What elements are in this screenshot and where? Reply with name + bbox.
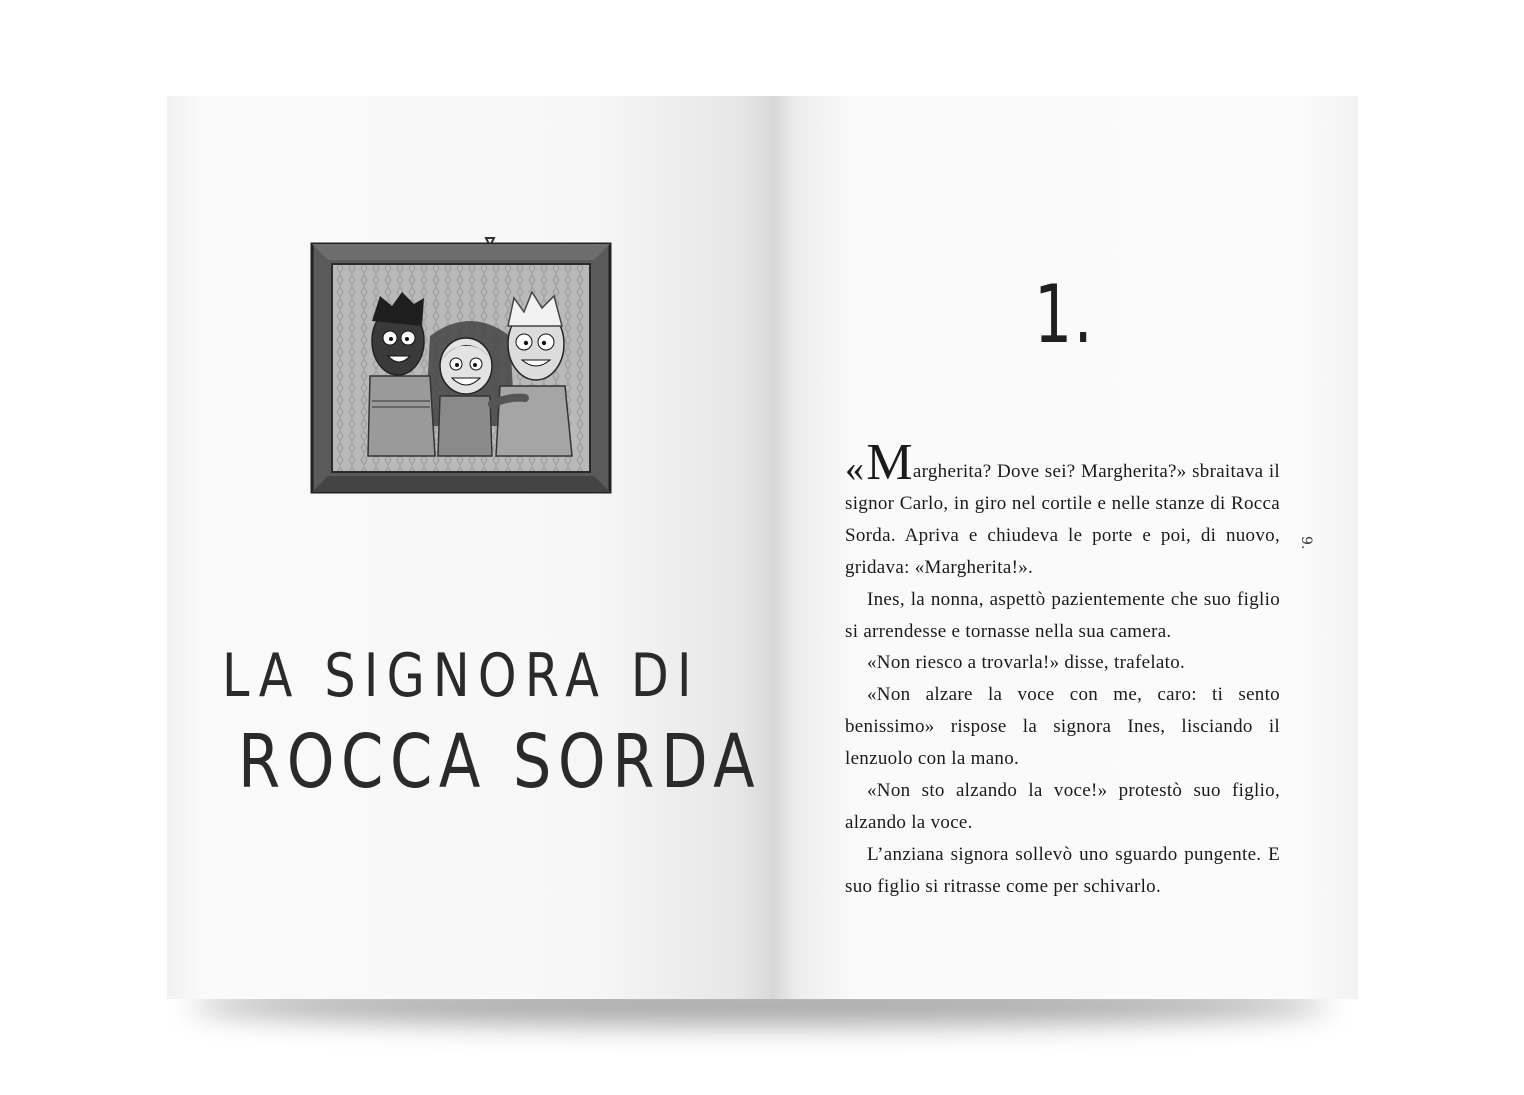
paragraph: «Non sto alzando la voce!» protestò suo figlio, alzando la voce. — [845, 780, 1280, 833]
left-page — [167, 96, 772, 999]
chapter-body-text — [845, 434, 1280, 903]
page-number: 9. — [1298, 536, 1314, 550]
chapter-title-line-2: ROCCA SORDA — [238, 719, 762, 805]
paragraph: «Non riesco a trovarla!» disse, trafelato. — [867, 652, 1186, 674]
paragraph: «Non alzare la voce con me, caro: ti sento benissimo» rispose la signora Ines, lisciando il lenzuolo con la mano. — [845, 684, 1280, 770]
paragraph: L’anziana signora sollevò uno sguardo pungente. E suo figlio si ritrasse come per schivarlo. — [845, 843, 1280, 897]
chapter-number: 1. — [1034, 268, 1095, 361]
framed-photo-three-children-icon — [310, 226, 613, 501]
chapter-title-line-1: LA SIGNORA DI — [222, 641, 700, 711]
chapter-title — [222, 636, 762, 808]
framed-photo-illustration — [310, 226, 613, 501]
right-page — [772, 96, 1358, 999]
drop-cap: M — [866, 434, 913, 491]
paragraph: Ines, la nonna, aspettò pazientemente che suo figlio si arrendesse e tornasse nella sua camera. — [845, 588, 1280, 642]
opening-guillemet: « — [845, 448, 865, 490]
opening-paragraph — [845, 434, 1280, 584]
opening-text: argherita? Dove sei? Margherita?» sbraitava il signor Carlo, in giro nel cortile e nelle stanze di Rocca Sorda. Apriva e chiudeva le porte e poi, di nuovo, gridava: «Margherita!». — [845, 461, 1280, 578]
